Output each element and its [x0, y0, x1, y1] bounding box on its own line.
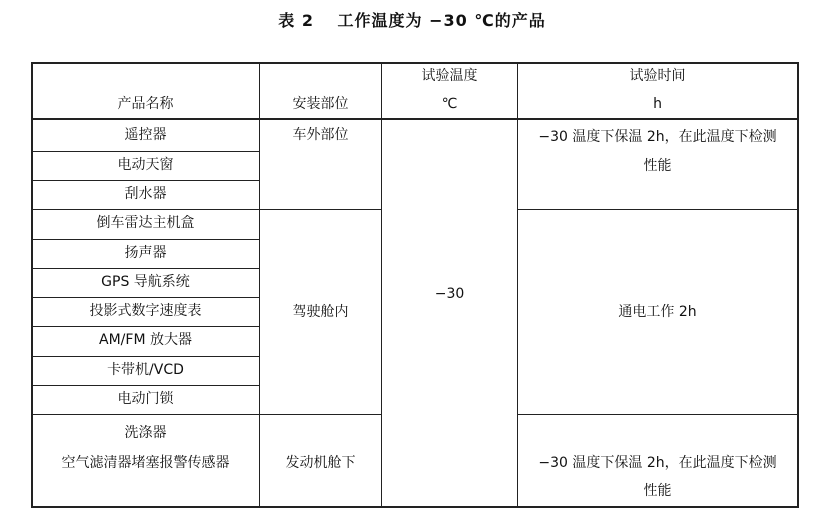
product-name: 投影式数字速度表 [89, 303, 202, 319]
table-border-right [797, 62, 799, 508]
product-name: 洗涤器 [124, 425, 167, 441]
group-divider [31, 414, 382, 415]
install-location: 车外部位 [292, 127, 349, 143]
header-time-unit: h [653, 96, 662, 112]
test-time-text: −30 温度下保温 2h，在此温度下检测 [538, 455, 777, 471]
install-location: 驾驶舱内 [292, 304, 349, 320]
header-install-location: 安装部位 [292, 96, 349, 112]
header-temperature-unit: ℃ [441, 96, 458, 112]
header-product-name: 产品名称 [117, 96, 174, 112]
table-title: 表 2 工作温度为 −30 ℃的产品 [278, 11, 546, 30]
product-name: 电动门锁 [117, 391, 174, 407]
header-test-temperature: 试验温度 [421, 68, 478, 84]
product-name: 刮水器 [124, 186, 167, 202]
group-divider [517, 414, 798, 415]
install-location: 发动机舱下 [285, 455, 356, 471]
product-name: 扬声器 [124, 245, 167, 261]
product-name: AM/FM 放大器 [99, 332, 192, 348]
table-border-bottom [31, 506, 799, 508]
test-time-text: 性能 [643, 158, 672, 174]
test-time-text: 通电工作 2h [618, 304, 697, 320]
product-name: 倒车雷达主机盒 [96, 215, 195, 231]
header-test-time: 试验时间 [629, 68, 686, 84]
test-time-text: 性能 [643, 483, 672, 499]
test-time-text: −30 温度下保温 2h，在此温度下检测 [538, 129, 777, 145]
product-name: 遥控器 [124, 127, 167, 143]
product-name: 空气滤清器堵塞报警传感器 [61, 455, 230, 471]
group-divider [517, 209, 798, 210]
product-name: GPS 导航系统 [101, 274, 190, 290]
product-name: 电动天窗 [117, 157, 174, 173]
test-temperature-value: −30 [434, 286, 465, 302]
product-name: 卡带机/VCD [107, 362, 184, 378]
